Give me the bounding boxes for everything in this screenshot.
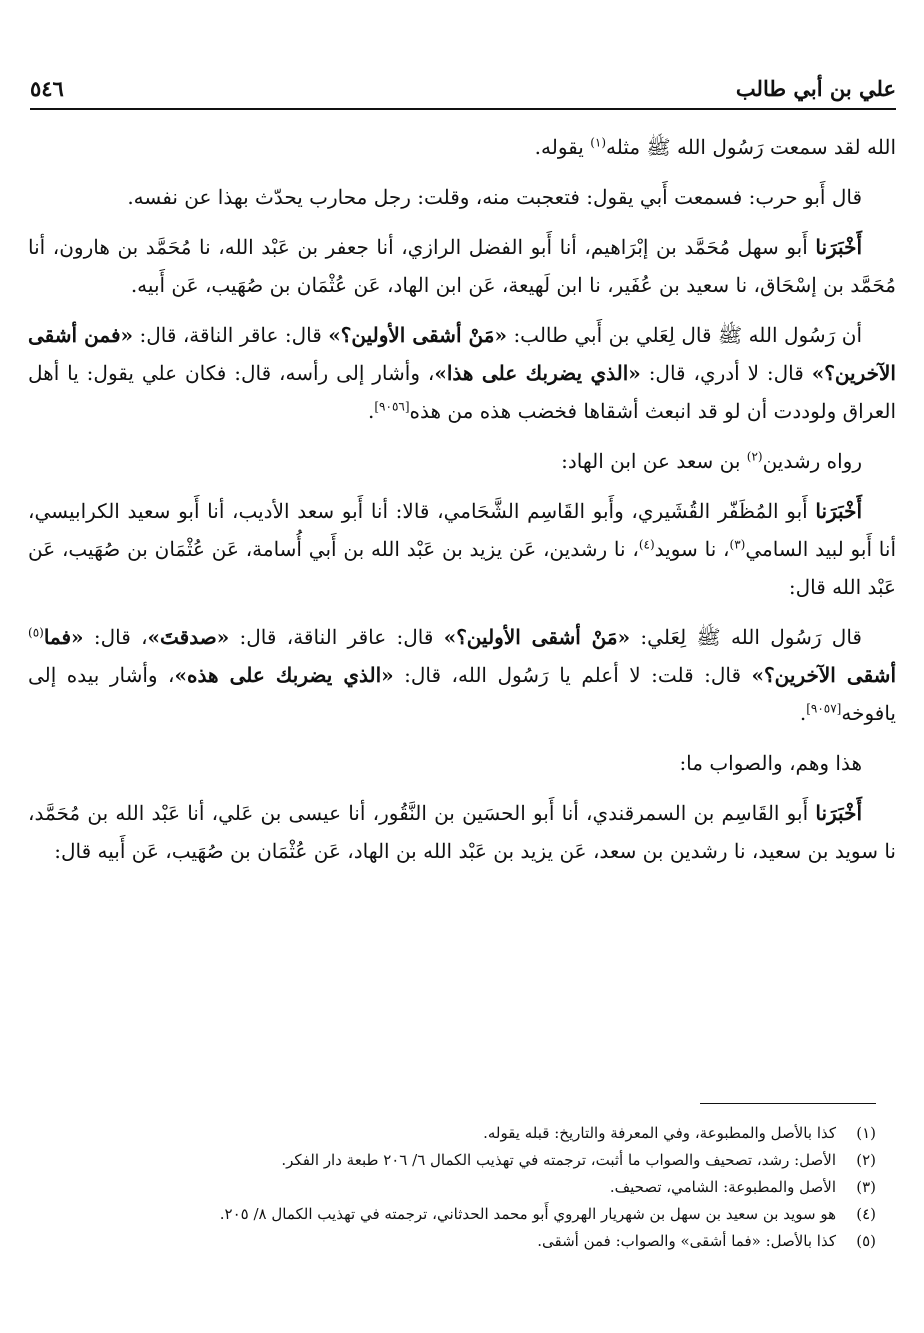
footnote-number: (٢): [856, 1151, 876, 1169]
header-rule: [30, 108, 896, 110]
paragraph: [28, 618, 896, 732]
footnote: [40, 1201, 876, 1228]
text-run: رواه رشدين: [762, 449, 862, 473]
bold-text: أَخْبَرَنا: [815, 801, 862, 825]
footnote-ref: (٤): [638, 537, 655, 552]
text-run: قال: عاقر الناقة، قال:: [229, 625, 444, 649]
footnote-text: كذا بالأصل والمطبوعة، وفي المعرفة والتاريخ: قبله يقوله.: [483, 1124, 836, 1142]
main-text: [28, 128, 896, 882]
bold-text: «مَنْ أشقى الأولين؟»: [443, 625, 631, 649]
bold-text: أَخْبَرَنا: [815, 235, 862, 259]
bold-text: أَخْبَرَنا: [815, 499, 862, 523]
bold-text: «صدقتَ»: [147, 625, 230, 649]
footnote-ref: [٩٠٥٧]: [806, 701, 842, 716]
footnote-ref: (١): [590, 135, 607, 150]
text-run: قال أَبو حرب: فسمعت أَبي يقول: فتعجبت منه، وقلت: رجل محارب يحدّث بهذا عن نفسه.: [127, 185, 862, 209]
bold-text: «الذي يضربك على هذه»: [174, 663, 394, 687]
footnote-text: الأصل والمطبوعة: الشامي، تصحيف.: [609, 1178, 836, 1196]
bold-text: «فما: [43, 625, 84, 649]
footnote: [40, 1120, 876, 1147]
text-run: أَبو القَاسِم بن السمرقندي، أنا أَبو الحسَين بن النَّقُور، أنا عيسى بن عَلي، أنا عَبْد الله بن مُحَمَّد، نا سويد بن سعيد، نا رشدين بن سعد، عَن يزيد بن عَبْد الله بن الهاد، عَن عُثْمَان بن صُهَيب، عَن أَبيه قال:: [28, 801, 896, 863]
running-title: علي بن أبي طالب: [735, 76, 896, 101]
footnote-ref: (٢): [746, 449, 763, 464]
text-run: الله لقد سمعت رَسُول الله ﷺ مثله: [606, 135, 896, 159]
footnote-ref: [٩٠٥٦]: [374, 399, 410, 414]
footnote-number: (١): [856, 1124, 876, 1142]
text-run: قال: عاقر الناقة، قال:: [133, 323, 329, 347]
paragraph: [28, 794, 896, 870]
text-run: هذا وهم، والصواب ما:: [679, 751, 862, 775]
paragraph: [28, 228, 896, 304]
footnote-text: الأصل: رشد، تصحيف والصواب ما أثبت، ترجمته في تهذيب الكمال ٦/ ٢٠٦ طبعة دار الفكر.: [281, 1151, 836, 1169]
text-run: قال: قلت: لا أعلم يا رَسُول الله، قال:: [393, 663, 752, 687]
paragraph: [28, 442, 896, 480]
text-run: قال رَسُول الله ﷺ لِعَلي:: [630, 625, 862, 649]
footnote-number: (٤): [856, 1205, 876, 1223]
paragraph: [28, 128, 896, 166]
bold-text: «الذي يضربك على هذا»: [434, 361, 641, 385]
bold-text: أشقى الآخرين؟»: [751, 663, 896, 687]
paragraph: [28, 492, 896, 606]
text-run: أَبو سهل مُحَمَّد بن إبْرَاهيم، أنا أَبو الفضل الرازي، أنا جعفر بن عَبْد الله، نا مُحَمَّد بن هارون، أنا مُحَمَّد بن إسْحَاق، نا سعيد بن عُفَير، نا ابن لَهيعة، عَن ابن الهاد، عَن عُثْمَان بن صُهَيب، عَن أَبيه.: [28, 235, 896, 297]
footnote: [40, 1228, 876, 1255]
footnote-number: (٣): [856, 1178, 876, 1196]
footnote-ref: (٥): [28, 625, 44, 640]
text-run: قال: لا أدري، قال:: [640, 361, 812, 385]
text-run: أَبو المُظَفّر القُشَيري، وأَبو القَاسِم الشَّحَامي، قالا: أنا أَبو سعد الأديب، أنا أَبو سعيد الكرابيسي، أنا أَبو لبيد السامي: [28, 499, 897, 561]
text-run: أن رَسُول الله ﷺ قال لِعَلي بن أَبي طالب:: [507, 323, 862, 347]
paragraph: [28, 178, 896, 216]
text-run: ، قال:: [83, 625, 148, 649]
paragraph: [28, 316, 896, 430]
text-run: ، نا سويد: [654, 537, 730, 561]
footnote-text: هو سويد بن سعيد بن سهل بن شهريار الهروي أَبو محمد الحدثاني، ترجمته في تهذيب الكمال ٨/ ٢٠٥.: [219, 1205, 836, 1223]
text-run: .: [368, 399, 375, 423]
page-number: ٥٤٦: [30, 76, 64, 101]
footnote-number: (٥): [856, 1232, 876, 1250]
footnote-ref: (٣): [729, 537, 746, 552]
page-header: [30, 70, 896, 106]
text-run: ، وأشار إلى رأسه، قال: فكان علي يقول: يا أهل العراق ولوددت أن لو قد انبعث أشقاها فخضب هذه من هذه: [28, 361, 896, 423]
bold-text: «مَنْ أشقى الأولين؟»: [328, 323, 507, 347]
text-run: ، وأشار بيده إلى يافوخه: [28, 663, 896, 725]
text-run: يقوله.: [534, 135, 591, 159]
text-run: بن سعد عن ابن الهاد:: [561, 449, 747, 473]
bold-text: «فمن أشقى الآخرين؟»: [28, 323, 896, 385]
footnote-text: كذا بالأصل: «فما أشقى» والصواب: فمن أشقى.: [537, 1232, 836, 1250]
footnote: [40, 1147, 876, 1174]
footnotes: [40, 1120, 876, 1255]
footnote-separator: [700, 1103, 876, 1104]
paragraph: [28, 744, 896, 782]
footnote: [40, 1174, 876, 1201]
text-run: .: [799, 701, 807, 725]
text-run: ، نا رشدين، عَن يزيد بن عَبْد الله بن أَبي أُسامة، عَن عُثْمَان بن صُهَيب، عَن عَبْد الله قال:: [28, 537, 896, 599]
